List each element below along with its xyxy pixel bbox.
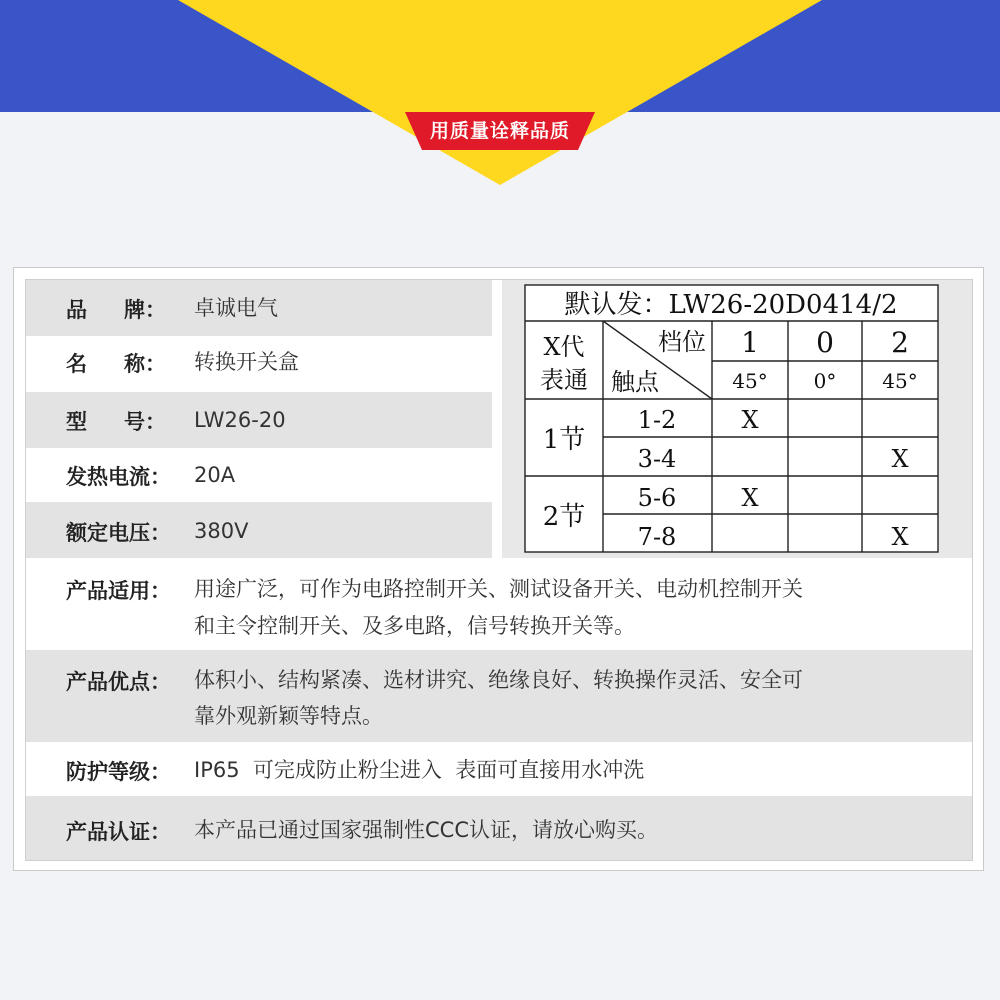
position-2: 2: [891, 326, 909, 359]
spec-label-model: [66, 406, 166, 436]
label-char: 品: [66, 298, 87, 322]
detail-label-usage: 产品适用：: [66, 579, 171, 603]
detail-value-usage-line1: 用途广泛，可作为电路控制开关、测试设备开关、电动机控制开关: [194, 577, 803, 601]
spec-label-name: [66, 348, 166, 378]
contact-mark: X: [891, 523, 909, 551]
spec-row-name: [26, 336, 492, 392]
contact-pair: 7-8: [637, 523, 677, 551]
contact-pair: 5-6: [637, 484, 677, 512]
label-char: 号：: [124, 410, 166, 434]
spec-value-current: 20A: [194, 463, 236, 487]
label-char: 型: [66, 410, 87, 434]
spec-value-name: 转换开关盒: [194, 350, 299, 374]
spec-card-inner: [25, 279, 973, 861]
table-frame: [525, 285, 938, 552]
label-char: 牌：: [124, 298, 166, 322]
spec-value-model: LW26-20: [194, 408, 286, 432]
banner: [0, 0, 1000, 185]
section-1: 1节: [542, 425, 586, 455]
detail-value-advantages-line1: 体积小、结构紧凑、选材讲究、绝缘良好、转换操作灵活、安全可: [194, 668, 803, 692]
contact-pair: 3-4: [637, 445, 677, 473]
detail-value-certification: 本产品已通过国家强制性CCC认证，请放心购买。: [194, 818, 658, 842]
position-1: 1: [741, 326, 759, 359]
corner-left-top: X代: [543, 333, 585, 361]
section-2: 2节: [542, 502, 586, 532]
angle-2: 45°: [882, 369, 918, 393]
corner-left-bottom: 表通: [540, 366, 588, 394]
spec-label-current: 发热电流：: [66, 465, 171, 489]
spec-value-brand: 卓诚电气: [194, 296, 278, 320]
corner-bottom: 触点: [611, 368, 659, 396]
corner-top: 档位: [658, 328, 706, 356]
angle-0: 0°: [813, 369, 837, 393]
detail-value-usage-line2: 和主令控制开关、及多电路，信号转换开关等。: [194, 614, 635, 638]
position-0: 0: [816, 326, 834, 359]
switch-table: [502, 280, 973, 558]
label-char: 名: [66, 352, 87, 376]
detail-label-protection: 防护等级：: [66, 760, 171, 784]
angle-1: 45°: [732, 369, 768, 393]
spec-value-voltage: 380V: [194, 519, 249, 543]
spec-row-brand: [26, 280, 492, 336]
detail-label-certification: 产品认证：: [66, 820, 171, 844]
label-char: 称：: [124, 352, 166, 376]
table-title: 默认发：LW26-20D0414/2: [564, 290, 898, 320]
spec-row-model: [26, 392, 492, 448]
spec-card: [13, 267, 984, 871]
detail-value-protection: IP65 可完成防止粉尘进入 表面可直接用水冲洗: [194, 758, 645, 782]
spec-row-current: [26, 448, 492, 502]
spec-label-brand: [66, 294, 166, 324]
spec-label-voltage: 额定电压：: [66, 521, 171, 545]
contact-pair: 1-2: [637, 406, 677, 434]
detail-row-usage: [26, 558, 973, 650]
detail-value-advantages-line2: 靠外观新颖等特点。: [194, 704, 383, 728]
contact-mark: X: [741, 406, 759, 434]
detail-row-certification: [26, 796, 973, 861]
switch-table-panel: [502, 280, 973, 558]
contact-mark: X: [741, 484, 759, 512]
detail-label-advantages: 产品优点：: [66, 670, 171, 694]
contact-mark: X: [891, 445, 909, 473]
spec-row-voltage: [26, 502, 492, 558]
banner-tagline: 用质量诠释品质: [429, 120, 570, 142]
detail-row-advantages: [26, 650, 973, 742]
detail-row-protection: [26, 742, 973, 796]
